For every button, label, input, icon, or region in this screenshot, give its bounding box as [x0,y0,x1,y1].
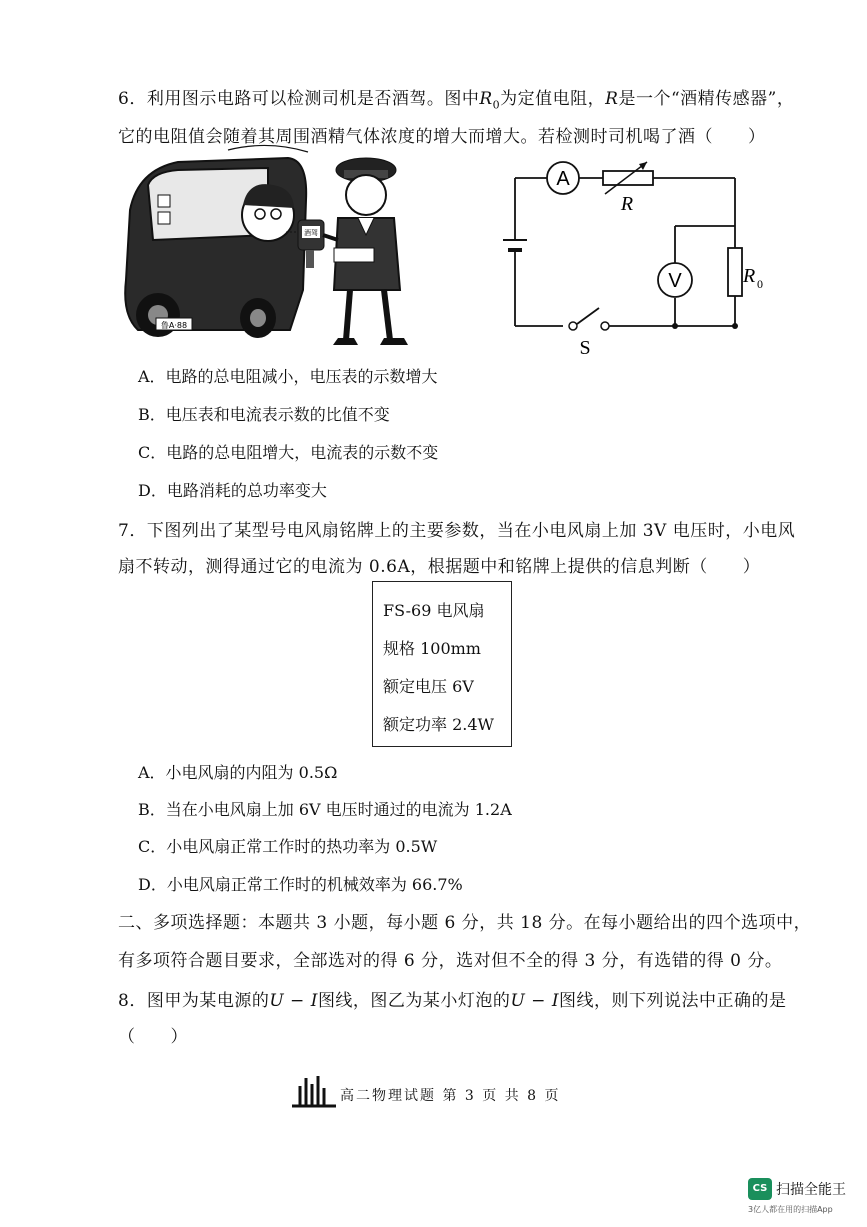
q6-stem-line2: 它的电阻值会随着其周围酒精气体浓度的增大而增大。若检测时司机喝了酒（ ） [118,127,766,147]
breathalyzer-label: 酒驾 [304,229,318,237]
q7-option-a: A．小电风扇的内阻为 0.5Ω [138,763,338,782]
q6-option-a: A．电路的总电阻减小，电压表的示数增大 [138,367,438,386]
q6-option-c: C．电路的总电阻增大，电流表的示数不变 [138,443,439,462]
voltmeter-label: V [668,270,682,292]
fan-nameplate [372,581,512,747]
q7-option-d: D．小电风扇正常工作时的机械效率为 66.7% [138,875,463,894]
section2-instructions-line1: 二、多项选择题：本题共 3 小题，每小题 6 分，共 18 分。在每小题给出的四个选项中， [118,913,812,933]
switch-label: S [579,337,591,358]
watermark-subtitle: 3亿人都在用的扫描App [748,1205,833,1214]
q7-option-c: C．小电风扇正常工作时的热功率为 0.5W [138,837,438,856]
sensor-resistor-label: R [620,193,634,215]
q6-option-d: D．电路消耗的总功率变大 [138,481,327,500]
ammeter-label: A [556,168,570,190]
switch-icon [577,308,599,324]
q8-stem-line1: 8．图甲为某电源的U − I图线，图乙为某小灯泡的U − I图线，则下列说法中正确的是 [118,991,787,1011]
q8-stem-line2: （ ） [118,1027,188,1047]
watermark-name: 扫描全能王 [776,1182,846,1198]
scanner-watermark [748,1176,858,1220]
camscanner-logo-icon: CS [748,1178,772,1200]
police-breathalyzer-illustration [118,140,418,360]
nameplate-size: 规格 100mm [383,639,481,658]
nameplate-model: FS-69 电风扇 [383,601,485,620]
page-footer: 高二物理试题 第 3 页 共 8 页 [340,1088,561,1104]
nameplate-voltage: 额定电压 6V [383,677,474,696]
q7-option-b: B．当在小电风扇上加 6V 电压时通过的电流为 1.2A [138,800,512,819]
q6-option-b: B．电压表和电流表示数的比值不变 [138,405,390,424]
circuit-diagram [495,158,765,358]
nameplate-power: 额定功率 2.4W [383,715,494,734]
footer-decoration-icon [290,1072,338,1108]
fixed-resistor [728,248,742,296]
q7-stem-line2: 扇不转动，测得通过它的电流为 0.6A，根据题中和铭牌上提供的信息判断（ ） [118,557,761,577]
fixed-resistor-label: R [743,265,756,287]
fixed-resistor-sub: 0 [757,277,763,291]
q7-stem-line1: 7．下图列出了某型号电风扇铭牌上的主要参数，当在小电风扇上加 3V 电压时，小电风 [118,521,796,541]
sensor-resistor [603,171,653,185]
license-plate: 鲁A·88 [160,321,188,330]
section2-instructions-line2: 有多项符合题目要求，全部选对的得 6 分，选对但不全的得 3 分，有选错的得 0 分。 [118,951,783,971]
q6-stem-line1: 6．利用图示电路可以检测司机是否酒驾。图中$R_0$为定值电阻，R是一个“酒精传感器”， [118,89,795,112]
